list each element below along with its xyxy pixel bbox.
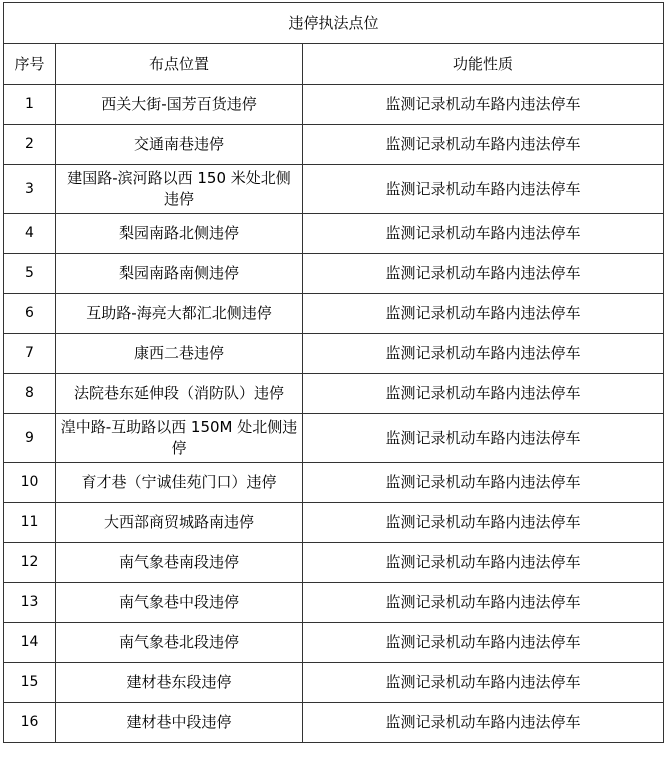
- header-no: 序号: [4, 44, 56, 85]
- header-function: 功能性质: [303, 44, 664, 85]
- row-location: 建材巷东段违停: [56, 663, 303, 703]
- row-location: 梨园南路北侧违停: [56, 214, 303, 254]
- row-number: 11: [4, 503, 56, 543]
- row-location: 育才巷（宁诚佳苑门口）违停: [56, 463, 303, 503]
- row-number: 2: [4, 125, 56, 165]
- row-location: 建材巷中段违停: [56, 703, 303, 743]
- row-location: 康西二巷违停: [56, 334, 303, 374]
- table-row: [4, 214, 664, 254]
- row-location: 梨园南路南侧违停: [56, 254, 303, 294]
- row-function: 监测记录机动车路内违法停车: [303, 503, 664, 543]
- row-number: 13: [4, 583, 56, 623]
- header-location: 布点位置: [56, 44, 303, 85]
- row-function: 监测记录机动车路内违法停车: [303, 463, 664, 503]
- table-row: [4, 85, 664, 125]
- row-location: 南气象巷中段违停: [56, 583, 303, 623]
- table-row: [4, 374, 664, 414]
- row-number: 1: [4, 85, 56, 125]
- row-number: 10: [4, 463, 56, 503]
- row-number: 5: [4, 254, 56, 294]
- row-function: 监测记录机动车路内违法停车: [303, 85, 664, 125]
- table-row: [4, 414, 664, 463]
- row-location: 互助路-海亮大都汇北侧违停: [56, 294, 303, 334]
- table-row: [4, 503, 664, 543]
- table-row: [4, 165, 664, 214]
- row-number: 8: [4, 374, 56, 414]
- row-location: 交通南巷违停: [56, 125, 303, 165]
- table-row: [4, 125, 664, 165]
- row-function: 监测记录机动车路内违法停车: [303, 703, 664, 743]
- row-number: 6: [4, 294, 56, 334]
- row-function: 监测记录机动车路内违法停车: [303, 623, 664, 663]
- row-number: 12: [4, 543, 56, 583]
- row-function: 监测记录机动车路内违法停车: [303, 254, 664, 294]
- table-row: [4, 583, 664, 623]
- row-number: 4: [4, 214, 56, 254]
- row-location: 建国路-滨河路以西 150 米处北侧违停: [56, 165, 303, 214]
- table-row: [4, 663, 664, 703]
- table-row: [4, 703, 664, 743]
- row-function: 监测记录机动车路内违法停车: [303, 543, 664, 583]
- row-function: 监测记录机动车路内违法停车: [303, 374, 664, 414]
- row-number: 7: [4, 334, 56, 374]
- row-location: 法院巷东延伸段（消防队）违停: [56, 374, 303, 414]
- row-number: 14: [4, 623, 56, 663]
- row-function: 监测记录机动车路内违法停车: [303, 214, 664, 254]
- title-row: [4, 3, 664, 44]
- table-row: [4, 254, 664, 294]
- table-row: [4, 334, 664, 374]
- row-number: 15: [4, 663, 56, 703]
- table-row: [4, 463, 664, 503]
- header-row: [4, 44, 664, 85]
- row-location: 大西部商贸城路南违停: [56, 503, 303, 543]
- row-location: 湟中路-互助路以西 150M 处北侧违停: [56, 414, 303, 463]
- row-location: 南气象巷北段违停: [56, 623, 303, 663]
- row-function: 监测记录机动车路内违法停车: [303, 334, 664, 374]
- row-function: 监测记录机动车路内违法停车: [303, 165, 664, 214]
- row-location: 西关大街-国芳百货违停: [56, 85, 303, 125]
- row-function: 监测记录机动车路内违法停车: [303, 125, 664, 165]
- table-title: 违停执法点位: [4, 3, 664, 44]
- enforcement-points-table: [3, 2, 664, 743]
- row-number: 16: [4, 703, 56, 743]
- row-function: 监测记录机动车路内违法停车: [303, 663, 664, 703]
- row-number: 9: [4, 414, 56, 463]
- table-row: [4, 623, 664, 663]
- row-function: 监测记录机动车路内违法停车: [303, 294, 664, 334]
- row-function: 监测记录机动车路内违法停车: [303, 583, 664, 623]
- row-number: 3: [4, 165, 56, 214]
- table-row: [4, 294, 664, 334]
- row-function: 监测记录机动车路内违法停车: [303, 414, 664, 463]
- table-row: [4, 543, 664, 583]
- row-location: 南气象巷南段违停: [56, 543, 303, 583]
